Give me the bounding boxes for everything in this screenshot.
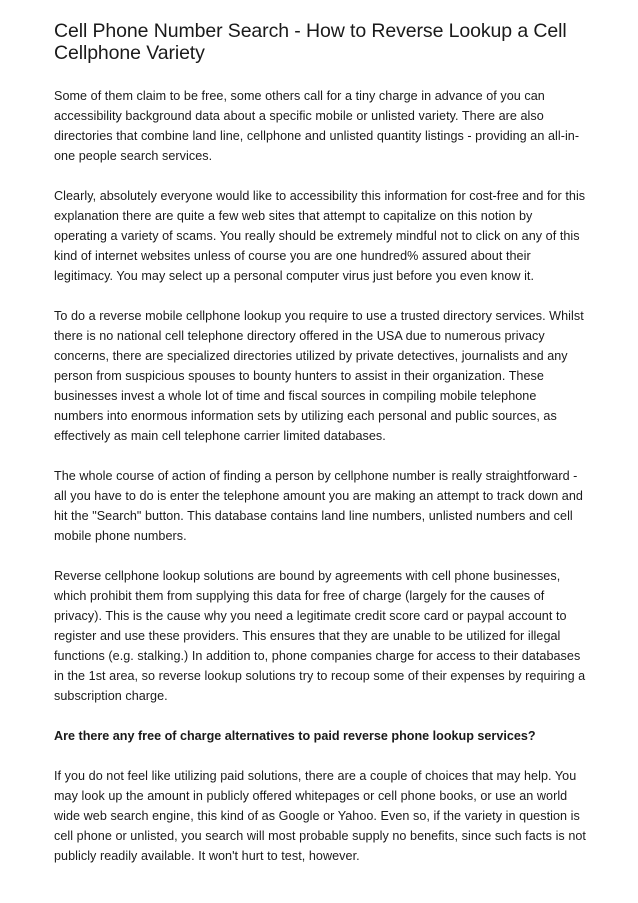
- paragraph-2: Clearly, absolutely everyone would like to accessibility this information for cost-free and for this explanation there are quite a few web sites that attempt to capitalize on this notion by operating a variety of scams. You really should be extremely mindful not to click on any of this kind of internet websites unless of course you are one hundred% assured about their legitimacy. You may select up a personal computer virus just before you even know it.: [54, 189, 586, 283]
- paragraph-4: The whole course of action of finding a person by cellphone number is really straightforward - all you have to do is enter the telephone amount you are making an attempt to track down and hit the "Search" button. This database contains land line numbers, unlisted numbers and cell mobile phone numbers.: [54, 469, 583, 543]
- paragraph-6: If you do not feel like utilizing paid solutions, there are a couple of choices that may help. You may look up the amount in publicly offered whitepages or cell phone books, or use an world wide web search engine, this kind of as Google or Yahoo. Even so, if the variety in question is cell phone or unlisted, you search will most probable supply no benefits, since such facts is not publicly readily available. It won't hurt to test, however.: [54, 769, 586, 863]
- document-page: [54, 20, 588, 886]
- document-title: Cell Phone Number Search - How to Reverse Lookup a Cell Cellphone Variety: [54, 20, 567, 64]
- paragraph-1: Some of them claim to be free, some others call for a tiny charge in advance of you can accessibility background data about a specific mobile or unlisted variety. There are also directories that combine land line, cellphone and unlisted quantity listings - providing an all-in-one people search services.: [54, 89, 580, 163]
- paragraph-3: To do a reverse mobile cellphone lookup you require to use a trusted directory services. Whilst there is no national cell telephone directory offered in the USA due to numerous privacy concerns, there are specialized directories utilized by private detectives, journalists and any person from suspicious spouses to bounty hunters to assist in their organization. These businesses invest a whole lot of time and fiscal sources in compiling mobile telephone numbers into enormous information sets by utilizing each personal and public sources, as effectively as main cell telephone carrier limited databases.: [54, 309, 584, 443]
- section-subheading: Are there any free of charge alternatives to paid reverse phone lookup services?: [54, 729, 536, 743]
- paragraph-5: Reverse cellphone lookup solutions are bound by agreements with cell phone businesses, which prohibit them from supplying this data for free of charge (largely for the causes of privacy). This is the cause why you need a legitimate credit score card or paypal account to register and use these providers. This ensures that they are unable to be utilized for illegal functions (e.g. stalking.) In addition to, phone companies charge for access to their databases in the 1st area, so reverse lookup solutions try to recoup some of their expenses by requiring a subscription charge.: [54, 569, 586, 703]
